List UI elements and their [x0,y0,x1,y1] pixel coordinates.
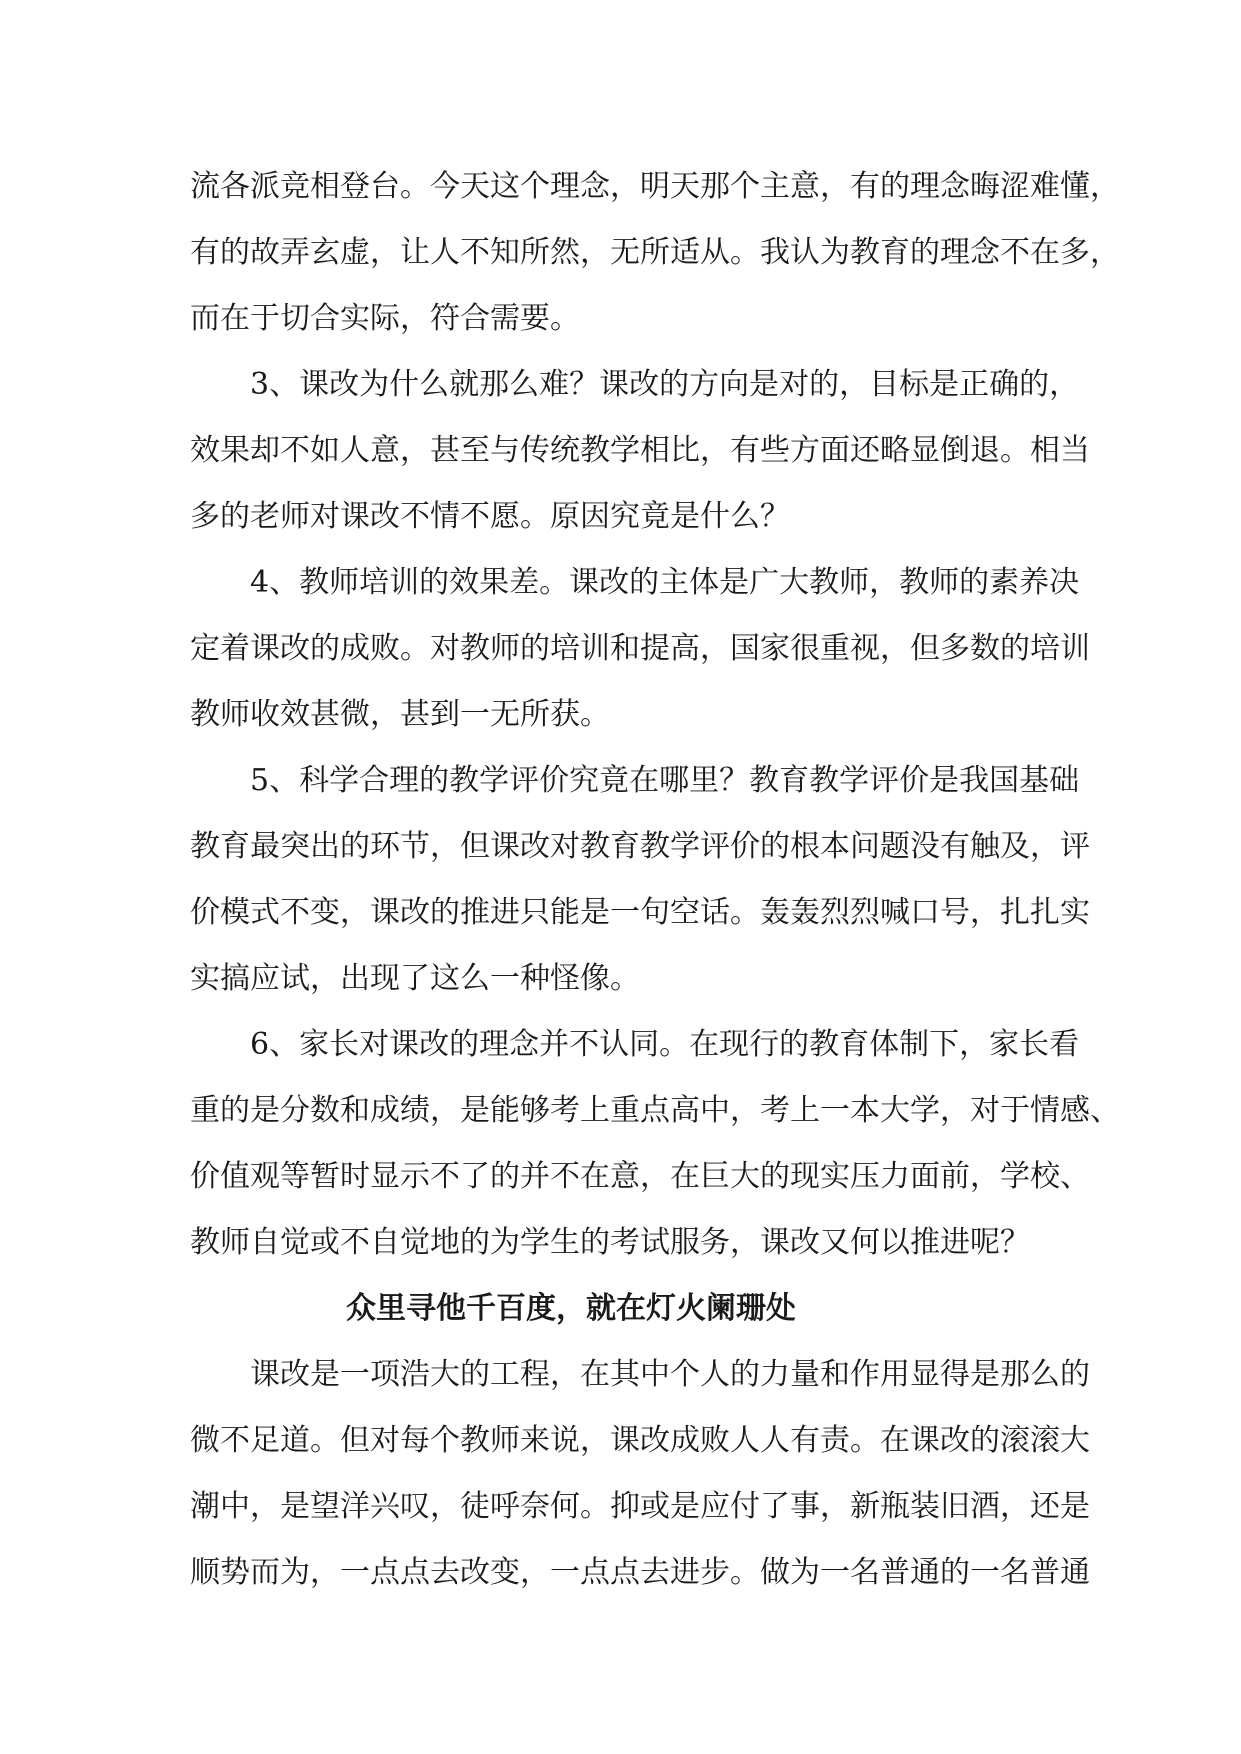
text-line: 而在于切合实际，符合需要。 [190,301,580,336]
text-line: 有的故弄玄虚，让人不知所然，无所适从。我认为教育的理念不在多， [190,235,1120,270]
text-line: 4、教师培训的效果差。课改的主体是广大教师，教师的素养决 [250,565,1080,600]
text-line: 价模式不变，课改的推进只能是一句空话。轰轰烈烈喊口号，扎扎实 [190,895,1090,930]
text-line: 效果却不如人意，甚至与传统教学相比，有些方面还略显倒退。相当 [190,433,1090,468]
text-line: 6、家长对课改的理念并不认同。在现行的教育体制下，家长看 [250,1027,1080,1062]
text-line: 教师收效甚微，甚到一无所获。 [190,697,610,732]
text-line: 课改是一项浩大的工程，在其中个人的力量和作用显得是那么的 [250,1357,1090,1392]
text-line: 教师自觉或不自觉地的为学生的考试服务，课改又何以推进呢？ [190,1225,1030,1260]
text-line: 微不足道。但对每个教师来说，课改成败人人有责。在课改的滚滚大 [190,1423,1090,1458]
text-line: 潮中，是望洋兴叹，徒呼奈何。抑或是应付了事，新瓶装旧酒，还是 [190,1489,1090,1524]
text-line: 教育最突出的环节，但课改对教育教学评价的根本问题没有触及，评 [190,829,1090,864]
text-line: 价值观等暂时显示不了的并不在意，在巨大的现实压力面前，学校、 [190,1159,1090,1194]
text-line: 3、课改为什么就那么难？课改的方向是对的，目标是正确的， [250,367,1080,402]
text-line: 顺势而为，一点点去改变，一点点去进步。做为一名普通的一名普通 [190,1555,1090,1590]
text-line: 实搞应试，出现了这么一种怪像。 [190,961,640,996]
text-line: 多的老师对课改不情不愿。原因究竟是什么？ [190,499,790,534]
text-line: 5、科学合理的教学评价究竟在哪里？教育教学评价是我国基础 [250,763,1080,798]
text-line: 定着课改的成败。对教师的培训和提高，国家很重视，但多数的培训 [190,631,1090,666]
text-line: 流各派竞相登台。今天这个理念，明天那个主意，有的理念晦涩难懂， [190,169,1120,204]
section-heading: 众里寻他千百度，就在灯火阑珊处 [346,1291,796,1326]
text-line: 重的是分数和成绩，是能够考上重点高中，考上一本大学，对于情感、 [190,1093,1120,1128]
